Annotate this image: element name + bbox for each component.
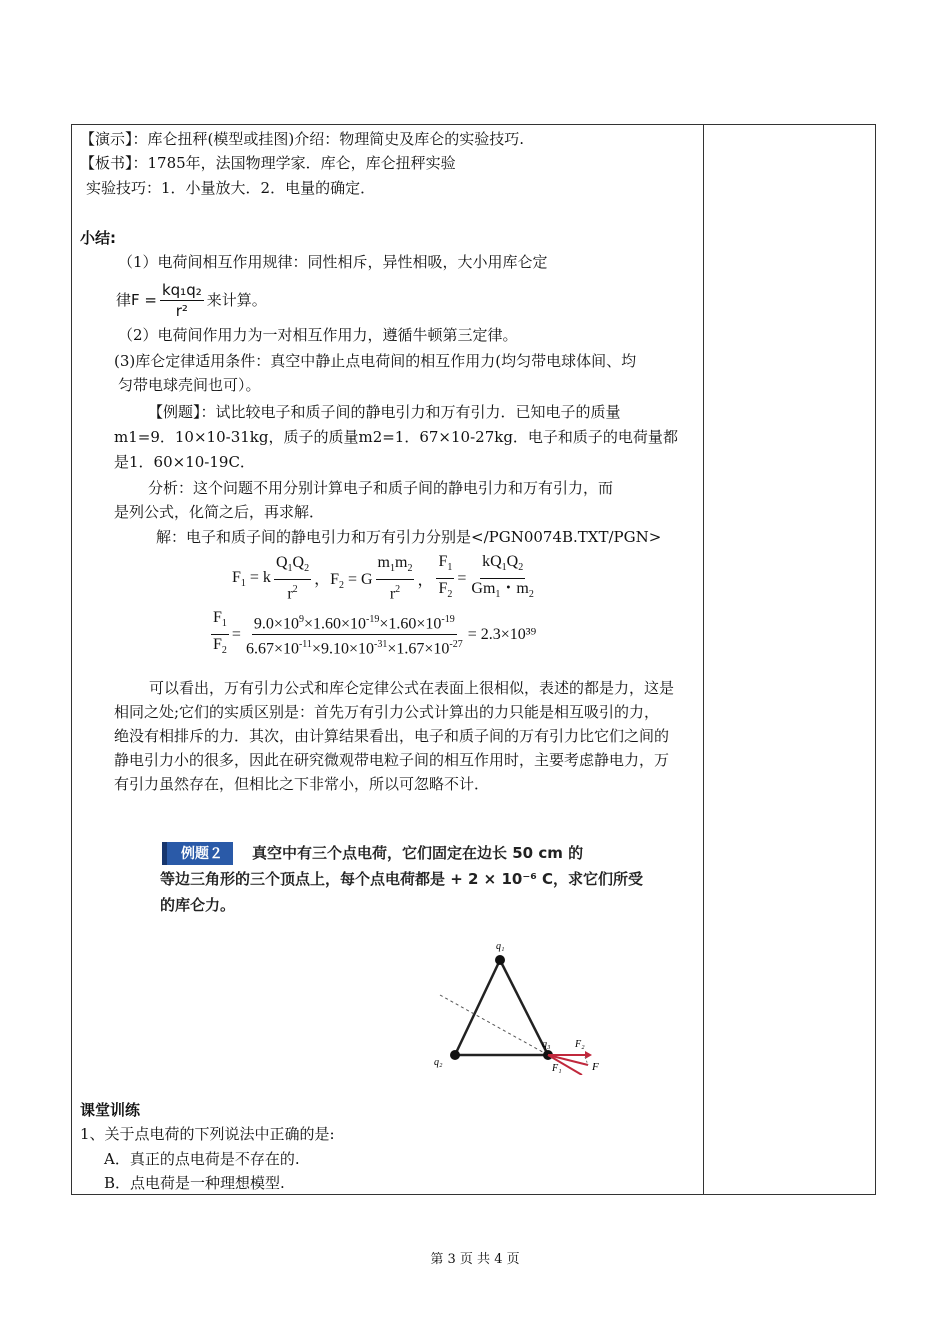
label-f1: F₁	[552, 1063, 562, 1074]
triangle-diagram	[420, 935, 620, 1075]
example-1: 【例题】：试比较电子和质子间的静电引力和万有引力．已知电子的质量	[148, 403, 621, 421]
summary-item-1: （1）电荷间相互作用规律：同性相斥，异性相吸，大小用库仑定	[118, 253, 548, 271]
label-f2: F₂	[575, 1039, 585, 1050]
example-2-image	[160, 840, 650, 915]
triangle-side-right	[500, 960, 548, 1055]
ratio-formula: $\frac{F_1}{F_2}$ = $\frac{9.0\times 10^9\times 1.60\times 10^{-19}\times 1.60\times 10^{-19}}{6.67\times 10^{-11}\times 9.10\times 10^{-31}\times 1.67\times 10^{-27}}$ = 2.3×10³⁹	[213, 609, 537, 658]
coulomb-formula	[116, 280, 267, 320]
fraction-denominator: r²	[175, 301, 188, 320]
example-2-text-cont: 等边三角形的三个顶点上，每个点电荷都是 + 2 × 10⁻⁶ C，求它们所受的库仑力。	[160, 870, 644, 914]
summary-item-3: (3)库仑定律适用条件：真空中静止点电荷间的相互作用力(均匀带电球体间、均	[114, 352, 637, 370]
summary-item-2: （2）电荷间作用力为一对相互作用力，遵循牛顿第三定律。	[118, 326, 518, 344]
label-f: F	[592, 1061, 599, 1073]
charge-q1	[495, 955, 505, 965]
option-b: B．点电荷是一种理想模型.	[104, 1174, 285, 1192]
example-1-cont: m1=9．10×10-31kg，质子的质量m2=1．67×10-27kg．电子和质子的电荷量都	[114, 428, 678, 446]
conclusion-paragraph: 可以看出，万有引力公式和库仑定律公式在表面上很相似，表述的都是力，这是相同之处;它们的实质区别是：首先万有引力公式计算出的力只能是相互吸引的力，绝没有相排斥的力．其次，由计算结果看出，电子和质子间的万有引力比它们之间的静电引力小的很多，因此在研究微观带电粒子间的相互作用时，主要考虑静电力，万有引力虽然存在，但相比之下非常小，所以可忽略不计．	[114, 679, 675, 793]
technique-line: 实验技巧：1．小量放大．2．电量的确定．	[86, 179, 376, 197]
training-title: 课堂训练	[80, 1101, 141, 1119]
example-2-text: 真空中有三个点电荷，它们固定在边长 50 cm 的	[252, 844, 584, 862]
example-2-tag: 例题２	[162, 842, 233, 865]
formula-prefix: 律F =	[116, 291, 157, 309]
f2-arrowhead	[585, 1051, 592, 1059]
example-1-cont2: 是1．60×10-19C．	[114, 453, 255, 471]
analysis: 分析：这个问题不用分别计算电子和质子间的静电引力和万有引力，而	[148, 479, 614, 497]
solution: 解：电子和质子间的静电引力和万有引力分别是</PGN0074B.TXT/PGN>	[156, 528, 662, 546]
table-column-divider	[703, 124, 704, 1195]
page-footer: 第 3 页 共 4 页	[430, 1252, 520, 1267]
label-q1: q₁	[496, 941, 505, 952]
analysis-cont: 是列公式，化简之后，再求解．	[114, 503, 325, 521]
fraction-numerator: kq₁q₂	[161, 280, 202, 299]
charge-q2	[450, 1050, 460, 1060]
board-line: 【板书】：1785年，法国物理学家．库仑，库仑扭秤实验	[80, 154, 456, 172]
coulomb-fraction	[160, 280, 204, 321]
demo-line: 【演示】：库仑扭秤(模型或挂图)介绍：物理简史及库仑的实验技巧.	[80, 130, 524, 148]
summary-title: 小结:	[80, 229, 116, 247]
summary-item-3-cont: 匀带电球壳间也可）。	[118, 376, 261, 394]
label-q3: q₃	[542, 1039, 551, 1050]
formula-suffix: 来计算。	[206, 291, 267, 309]
option-a: A．真正的点电荷是不存在的.	[104, 1150, 300, 1168]
ratio-result: = 2.3×10³⁹	[467, 625, 537, 643]
question-1: 1、关于点电荷的下列说法中正确的是:	[80, 1125, 335, 1143]
force-formulas: $F_1 = k$ $\frac{Q_1Q_2}{r^2}$ ，$F_2 = G$ $\frac{m_1m_2}{r^2}$ ， $\frac{F_1}{F_2}$ = $\frac{kQ_1Q_2}{Gm_1・m_2}$	[232, 553, 534, 603]
label-q2: q₂	[434, 1057, 443, 1068]
